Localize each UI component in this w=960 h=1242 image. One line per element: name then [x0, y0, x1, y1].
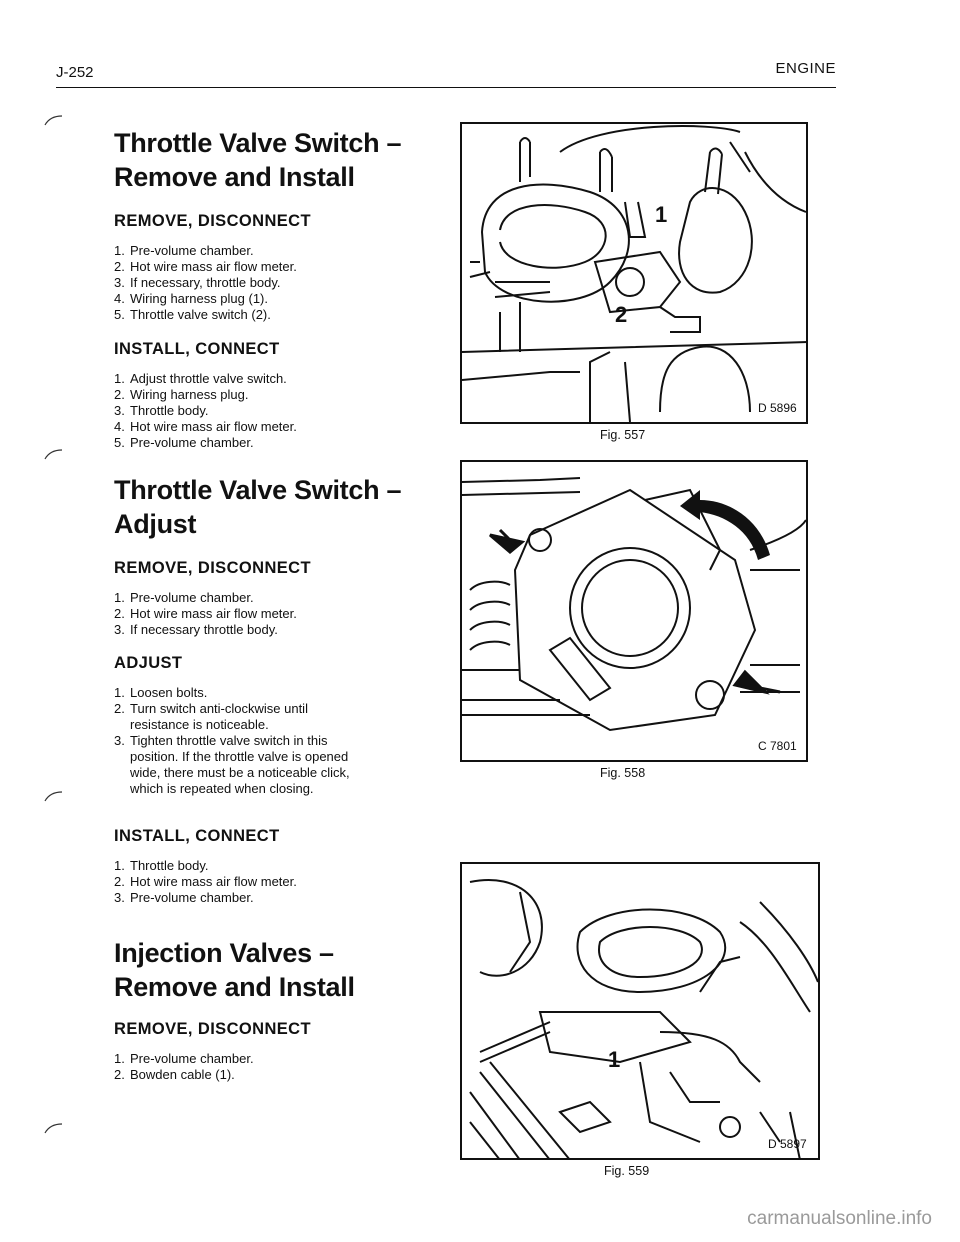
figure-caption: Fig. 559 — [604, 1164, 650, 1178]
margin-mark — [44, 790, 68, 802]
instructions-column — [114, 126, 444, 1083]
list-item: 3. If necessary, throttle body. — [114, 275, 281, 290]
section-throttle-remove-install — [114, 126, 444, 451]
page-number: J-252 — [56, 64, 94, 81]
watermark: carmanualsonline.info — [747, 1208, 932, 1229]
list-item: 1. Adjust throttle valve switch. — [114, 371, 287, 386]
callout-label: 1 — [608, 1047, 621, 1072]
list-item: 2. Turn switch anti-clockwise until resistance is noticeable. — [114, 701, 308, 732]
figure-code: D 5896 — [758, 401, 797, 415]
header-rule — [56, 87, 836, 88]
figure-caption: Fig. 558 — [600, 766, 646, 780]
section-title: Throttle Valve Switch – Remove and Install — [114, 128, 402, 192]
injection-valves-illustration — [460, 862, 820, 1160]
subsection-heading: REMOVE, DISCONNECT — [114, 1020, 311, 1038]
subsection-heading: REMOVE, DISCONNECT — [114, 212, 311, 230]
figure-code: D 5897 — [768, 1137, 807, 1151]
callout-label: 1 — [655, 202, 668, 227]
list-item: 1. Loosen bolts. — [114, 685, 208, 700]
subsection-heading: ADJUST — [114, 654, 183, 672]
list-item: 2. Hot wire mass air flow meter. — [114, 874, 297, 889]
figure-code: C 7801 — [758, 739, 797, 753]
list-item: 1. Throttle body. — [114, 858, 209, 873]
step-list — [114, 858, 444, 906]
section-title: Throttle Valve Switch – Adjust — [114, 475, 402, 539]
page-header — [56, 60, 836, 88]
figure-caption: Fig. 557 — [600, 428, 646, 442]
margin-mark — [44, 448, 68, 460]
list-item: 2. Bowden cable (1). — [114, 1067, 235, 1082]
list-item: 5. Throttle valve switch (2). — [114, 307, 271, 322]
step-list — [114, 371, 444, 451]
section-injection-valves — [114, 936, 444, 1083]
list-item: 4. Hot wire mass air flow meter. — [114, 419, 297, 434]
step-list — [114, 590, 444, 638]
subsection-heading: REMOVE, DISCONNECT — [114, 559, 311, 577]
subsection-heading: INSTALL, CONNECT — [114, 827, 280, 845]
list-item: 3. Tighten throttle valve switch in this position. If the throttle valve is opened wide, there must be a noticeable click, which is repeated when closing. — [114, 733, 350, 796]
figure-557 — [460, 122, 808, 442]
throttle-switch-illustration — [460, 460, 808, 762]
list-item: 1. Pre-volume chamber. — [114, 590, 254, 605]
list-item: 2. Wiring harness plug. — [114, 387, 249, 402]
figure-558 — [460, 460, 808, 780]
list-item: 3. Pre-volume chamber. — [114, 890, 254, 905]
list-item: 1. Pre-volume chamber. — [114, 1051, 254, 1066]
step-list — [114, 243, 444, 323]
step-list — [114, 1051, 444, 1083]
section-title: Injection Valves – Remove and Install — [114, 938, 355, 1002]
list-item: 1. Pre-volume chamber. — [114, 243, 254, 258]
section-name: ENGINE — [775, 60, 836, 77]
callout-label: 2 — [615, 302, 628, 327]
margin-mark — [44, 1122, 68, 1134]
subsection-heading: INSTALL, CONNECT — [114, 340, 280, 358]
throttle-body-illustration — [460, 122, 808, 424]
margin-mark — [44, 114, 68, 126]
step-list — [114, 685, 364, 797]
list-item: 3. If necessary throttle body. — [114, 622, 278, 637]
list-item: 2. Hot wire mass air flow meter. — [114, 606, 297, 621]
figure-559 — [460, 862, 820, 1178]
list-item: 4. Wiring harness plug (1). — [114, 291, 268, 306]
list-item: 3. Throttle body. — [114, 403, 209, 418]
section-throttle-adjust — [114, 473, 444, 906]
list-item: 5. Pre-volume chamber. — [114, 435, 254, 450]
list-item: 2. Hot wire mass air flow meter. — [114, 259, 297, 274]
